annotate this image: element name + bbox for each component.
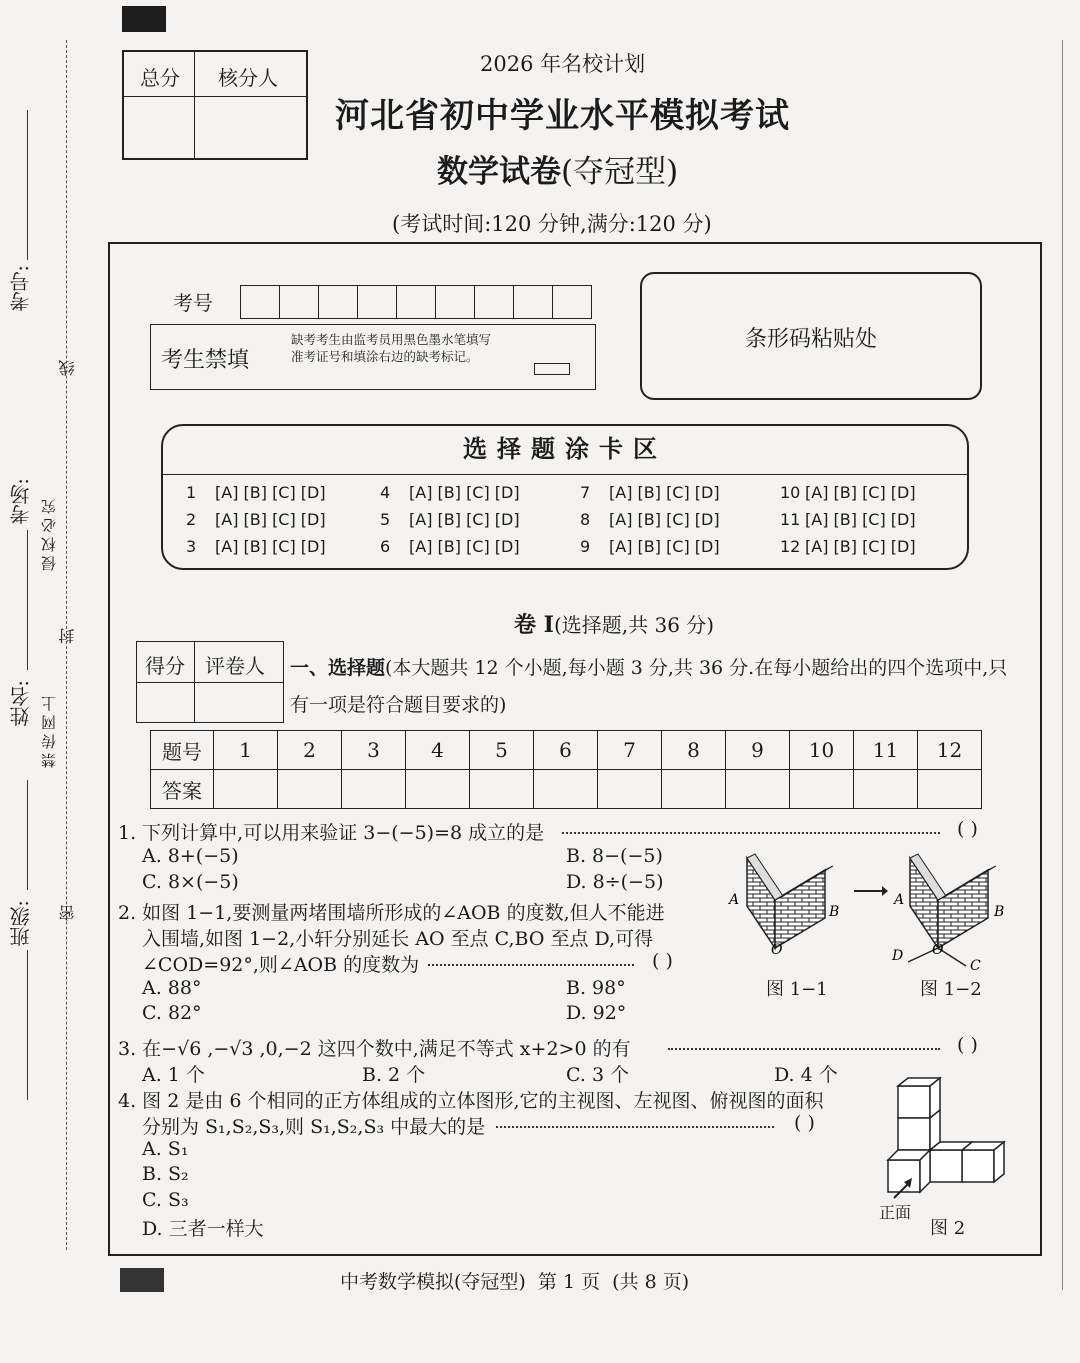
binding-dotted-line (66, 40, 67, 1250)
volume1-heading (514, 608, 714, 639)
side-no-upload-notice: 禁传网上 (40, 692, 58, 768)
binding-solid-line-top (27, 110, 28, 260)
side-class: 班级: (9, 900, 33, 947)
svg-text:O: O (932, 942, 944, 958)
answer-grid (150, 730, 982, 809)
svg-text:O: O (771, 942, 783, 958)
choice-number: 8 (580, 510, 591, 529)
q4-option-c: C. S₃ (142, 1189, 189, 1211)
q4-answer-paren: ( ) (794, 1112, 815, 1134)
q1-leader-dots (562, 832, 940, 834)
total-score-label: 总分 (140, 66, 180, 90)
side-rights-notice: 侵权必究 (40, 495, 58, 571)
question-number-cell: 7 (598, 731, 662, 770)
q3-option-d: D. 4 个 (774, 1064, 838, 1086)
answer-cell[interactable] (534, 770, 598, 809)
choice-bubbles[interactable]: [A] [B] [C] [D] (409, 510, 520, 529)
q4-line1: 4. 图 2 是由 6 个相同的正方体组成的立体图形,它的主视图、左视图、俯视图的面积 (118, 1090, 824, 1112)
question-number-cell: 3 (342, 731, 406, 770)
front-label: 正面 (879, 1203, 912, 1222)
q3-option-b: B. 2 个 (362, 1064, 426, 1086)
question-number-header: 题号 (151, 731, 214, 770)
absence-note: 缺考考生由监考员用黑色墨水笔填写准考证号和填涂右边的缺考标记。 (291, 332, 492, 364)
svg-text:D: D (892, 948, 904, 964)
binding-solid-line-low (27, 780, 28, 890)
grader-box (136, 641, 284, 723)
answer-cell[interactable] (598, 770, 662, 809)
q2-line2: 入围墙,如图 1−2,小轩分别延长 AO 至点 C,BO 至点 D,可得 (142, 928, 654, 950)
front-arrow-icon (890, 1176, 916, 1202)
answer-cell[interactable] (854, 770, 918, 809)
top-left-marker (122, 6, 166, 32)
choice-number: 2 (186, 510, 197, 529)
forbidden-label: 考生禁填 (161, 348, 250, 373)
answer-cell[interactable] (918, 770, 982, 809)
barcode-area (640, 272, 982, 400)
svg-text:A: A (729, 892, 740, 908)
q4-option-d: D. 三者一样大 (142, 1218, 264, 1240)
score-summary-box (122, 50, 308, 160)
choice-bubbles[interactable]: [A] [B] [C] [D] (609, 510, 720, 529)
question-number-cell: 1 (214, 731, 278, 770)
question-number-cell: 6 (534, 731, 598, 770)
choice-number: 6 (380, 537, 391, 556)
question-number-cell: 5 (470, 731, 534, 770)
main-title: 河北省初中学业水平模拟考试 (335, 96, 790, 136)
q4-leader-dots (496, 1126, 774, 1128)
answer-row-header: 答案 (151, 770, 214, 809)
fig1-2-caption: 图 1−2 (920, 979, 982, 1000)
choice-bubbles[interactable]: [A] [B] [C] [D] (215, 510, 326, 529)
q4-option-b: B. S₂ (142, 1163, 189, 1185)
q2-line1: 2. 如图 1−1,要测量两堵围墙所形成的∠AOB 的度数,但人不能进 (118, 902, 665, 924)
question-number-cell: 4 (406, 731, 470, 770)
choice-number: 3 (186, 537, 197, 556)
arrow-icon (852, 883, 888, 899)
side-seal-mark: 封 (58, 628, 77, 644)
choice-number: 7 (580, 483, 591, 502)
wall-figure-2 (888, 850, 1018, 975)
q3-answer-paren: ( ) (957, 1034, 978, 1056)
answer-cell[interactable] (470, 770, 534, 809)
side-exam-room: 考场: (9, 478, 33, 525)
q1-option-d: D. 8÷(−5) (566, 871, 664, 893)
q2-option-a: A. 88° (142, 977, 202, 999)
choice-number: 4 (380, 483, 391, 502)
side-exam-no: 考号: (9, 265, 33, 312)
choice-bubbles[interactable]: [A] [B] [C] [D] (215, 483, 326, 502)
absence-mark-box[interactable] (534, 363, 570, 375)
answer-cell[interactable] (790, 770, 854, 809)
q1-option-a: A. 8+(−5) (142, 845, 239, 867)
grader-reviewer-label: 评卷人 (205, 654, 265, 678)
choice-number: 1 (186, 483, 197, 502)
exam-number-label: 考号 (173, 291, 213, 315)
choice-bubbles[interactable]: [A] [B] [C] [D] (805, 510, 916, 529)
edition-label: (夺冠型) (561, 154, 679, 190)
answer-cell[interactable] (278, 770, 342, 809)
choice-number: 9 (580, 537, 591, 556)
volume1-name: 卷 I (514, 612, 554, 638)
question-number-cell: 11 (854, 731, 918, 770)
choice-bubbles[interactable]: [A] [B] [C] [D] (409, 537, 520, 556)
side-dense-mark: 密 (58, 905, 77, 921)
svg-text:B: B (994, 904, 1005, 920)
choice-bubbles[interactable]: [A] [B] [C] [D] (805, 483, 916, 502)
q1-option-b: B. 8−(−5) (566, 845, 663, 867)
q2-option-d: D. 92° (566, 1002, 627, 1024)
barcode-label: 条形码粘贴处 (744, 327, 877, 352)
fig2-caption: 图 2 (930, 1218, 966, 1239)
exam-number-boxes[interactable] (240, 285, 592, 319)
choice-number: 10 (780, 483, 801, 502)
choice-area-title: 选择题涂卡区 (163, 426, 967, 475)
grader-score-label: 得分 (145, 654, 185, 678)
checker-label: 核分人 (218, 66, 278, 90)
answer-cell[interactable] (726, 770, 790, 809)
question-number-cell: 10 (790, 731, 854, 770)
examinee-forbidden-box (150, 324, 596, 390)
volume1-desc: (选择题,共 36 分) (553, 613, 715, 637)
q1-stem: 1. 下列计算中,可以用来验证 3−(−5)=8 成立的是 (118, 822, 545, 844)
choice-number: 5 (380, 510, 391, 529)
q4-option-a: A. S₁ (142, 1138, 189, 1160)
q3-option-a: A. 1 个 (142, 1064, 205, 1086)
binding-solid-line-bottom (27, 950, 28, 1100)
question-number-cell: 2 (278, 731, 342, 770)
fig1-1-caption: 图 1−1 (766, 979, 828, 1000)
choice-number: 12 (780, 537, 801, 556)
q1-answer-paren: ( ) (957, 818, 978, 840)
side-line-mark: 线 (58, 360, 77, 376)
year-line: 2026 年名校计划 (480, 52, 646, 76)
section1-instructions (290, 650, 1020, 724)
bottom-left-marker (120, 1268, 164, 1292)
answer-cell[interactable] (342, 770, 406, 809)
choice-bubbles[interactable]: [A] [B] [C] [D] (805, 537, 916, 556)
q3-leader-dots (668, 1048, 940, 1050)
question-number-cell: 12 (918, 731, 982, 770)
choice-bubbles[interactable]: [A] [B] [C] [D] (215, 537, 326, 556)
subject-name: 数学试卷 (437, 154, 561, 190)
choice-number: 11 (780, 510, 801, 529)
exam-time-info: (考试时间:120 分钟,满分:120 分) (392, 212, 712, 236)
answer-cell[interactable] (214, 770, 278, 809)
choice-bubbles[interactable]: [A] [B] [C] [D] (409, 483, 520, 502)
section1-desc: (本大题共 12 个小题,每小题 3 分,共 36 分.在每小题给出的四个选项中,只有一项是符合题目要求的) (290, 657, 1008, 716)
q4-line2: 分别为 S₁,S₂,S₃,则 S₁,S₂,S₃ 中最大的是 (142, 1116, 486, 1138)
question-number-cell: 8 (662, 731, 726, 770)
q2-option-b: B. 98° (566, 977, 626, 999)
q3-option-c: C. 3 个 (566, 1064, 630, 1086)
right-edge-line (1062, 40, 1063, 1290)
q1-option-c: C. 8×(−5) (142, 871, 239, 893)
choice-bubbles[interactable]: [A] [B] [C] [D] (609, 483, 720, 502)
section1-title: 一、选择题 (290, 657, 386, 679)
svg-text:B: B (829, 904, 840, 920)
q2-leader-dots (428, 964, 634, 966)
question-number-cell: 9 (726, 731, 790, 770)
side-name: 姓名: (9, 680, 33, 727)
svg-text:A: A (894, 892, 905, 908)
binding-solid-line-mid (27, 530, 28, 670)
q2-option-c: C. 82° (142, 1002, 202, 1024)
subject-title (437, 146, 678, 191)
wall-figure-1 (725, 850, 855, 960)
q2-answer-paren: ( ) (652, 950, 673, 972)
answer-cell[interactable] (662, 770, 726, 809)
q2-line3: ∠COD=92°,则∠AOB 的度数为 (142, 954, 420, 976)
svg-text:C: C (970, 958, 981, 974)
answer-cell[interactable] (406, 770, 470, 809)
choice-bubbles[interactable]: [A] [B] [C] [D] (609, 537, 720, 556)
page-footer: 中考数学模拟(夺冠型) 第 1 页 (共 8 页) (340, 1271, 690, 1293)
q3-stem: 3. 在−√6 ,−√3 ,0,−2 这四个数中,满足不等式 x+2>0 的有 (118, 1038, 631, 1060)
